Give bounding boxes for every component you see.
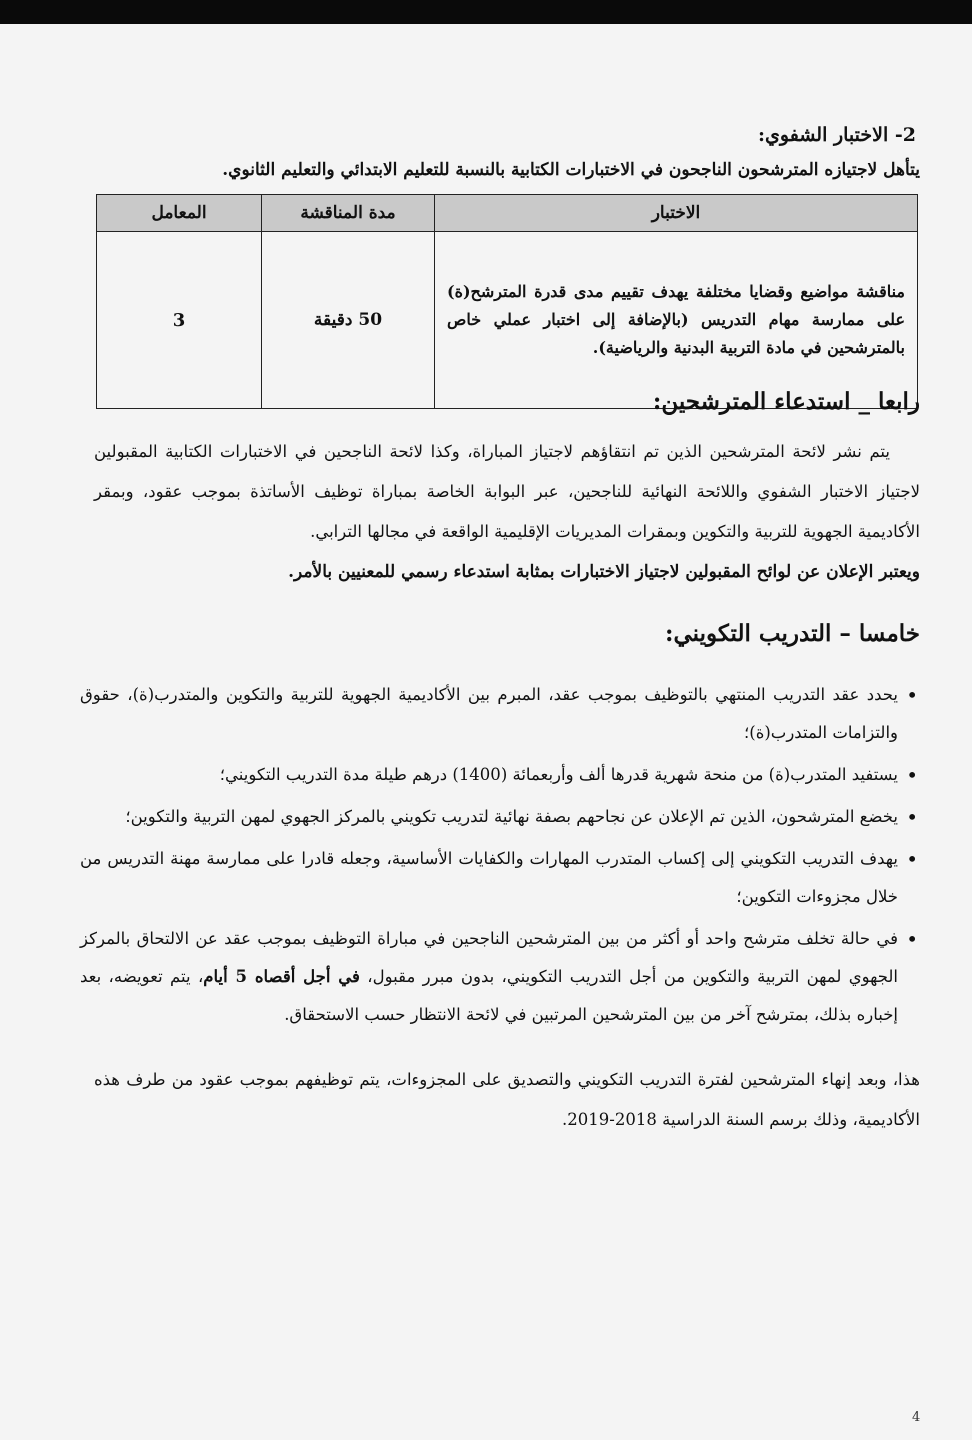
list-item: • يخضع المترشحون، الذين تم الإعلان عن نجاحهم بصفة نهائية لتدريب تكويني بالمركز الجهوي لمهن التربية والتكوين؛: [80, 798, 898, 836]
cell-exam-description: مناقشة مواضيع وقضايا مختلفة يهدف تقييم مدى قدرة المترشح(ة) على ممارسة مهام التدريس (بالإضافة إلى اختبار عملي خاص بالمترشحين في مادة التربية البدنية والرياضية).: [435, 232, 918, 409]
section4-notice: ويعتبر الإعلان عن لوائح المقبولين لاجتياز الاختبارات بمثابة استدعاء رسمي للمعنيين بالأمر.: [288, 562, 920, 582]
list-item: • يحدد عقد التدريب المنتهي بالتوظيف بموجب عقد، المبرم بين الأكاديمية الجهوية للتربية والتكوين والمتدرب(ة)، حقوق والتزامات المتدرب(ة)؛: [80, 676, 898, 752]
closing-paragraph: هذا، وبعد إنهاء المترشحين لفترة التدريب التكويني والتصديق على المجزوءات، يتم توظيفهم بموجب عقود من طرف هذه الأكاديمية، وذلك برسم السنة الدراسية 2018-2019.: [94, 1070, 920, 1129]
oral-exam-intro: يتأهل لاجتيازه المترشحون الناجحون في الاختبارات الكتابية بالنسبة للتعليم الابتدائي والتعليم الثانوي.: [222, 160, 920, 180]
header-duration: مدة المناقشة: [262, 195, 435, 232]
oral-exam-table: [96, 194, 918, 409]
cell-coefficient: 3: [97, 232, 262, 409]
last-bullet-part2: ، يتم تعويضه، بعد إخباره بذلك، بمترشح آخر من بين المترشحين المرتبين في لائحة الانتظار حسب الاستحقاق.: [80, 967, 898, 1024]
oral-exam-heading: 2- الاختبار الشفوي:: [758, 124, 916, 146]
last-bullet-part1: في حالة تخلف مترشح واحد أو أكثر من بين المترشحين الناجحين في مباراة التوظيف بموجب عقد عن الالتحاق بالمركز الجهوي لمهن التربية والتكوين من أجل التدريب التكويني، بدون مبرر مقبول،: [80, 929, 898, 986]
top-black-bar: [0, 0, 972, 24]
header-coefficient: المعامل: [97, 195, 262, 232]
section5-title: خامسا – التدريب التكويني:: [664, 620, 920, 647]
list-item: • يهدف التدريب التكويني إلى إكساب المتدرب المهارات والكفايات الأساسية، وجعله قادرا على ممارسة مهنة التدريس من خلال مجزوءات التكوين؛: [80, 840, 898, 916]
cell-duration: 50 دقيقة: [262, 232, 435, 409]
section5-bullet-list: [80, 676, 920, 1038]
list-item: [80, 920, 898, 1034]
page-number: 4: [912, 1410, 921, 1425]
header-exam: الاختبار: [435, 195, 918, 232]
last-bullet-deadline: في أجل أقصاه 5 أيام: [203, 967, 360, 986]
section4-title: رابعا _ استدعاء المترشحين:: [652, 388, 920, 415]
list-item: • يستفيد المتدرب(ة) من منحة شهرية قدرها ألف وأربعمائة (1400) درهم طيلة مدة التدريب التكويني؛: [80, 756, 898, 794]
section4-paragraph: يتم نشر لائحة المترشحين الذين تم انتقاؤهم لاجتياز المباراة، وكذا لائحة الناجحين في الاختبارات الكتابية المقبولين لاجتياز الاختبار الشفوي واللائحة النهائية للناجحين، عبر البوابة الخاصة بمباراة توظيف الأساتذة بموجب عقود، وبمقر الأكاديمية الجهوية للتربية والتكوين وبمقرات المديريات الإقليمية الواقعة في مجالها الترابي.: [94, 442, 920, 541]
table-row: [97, 232, 918, 409]
document-page: [0, 24, 972, 1440]
table-header-row: [97, 195, 918, 232]
